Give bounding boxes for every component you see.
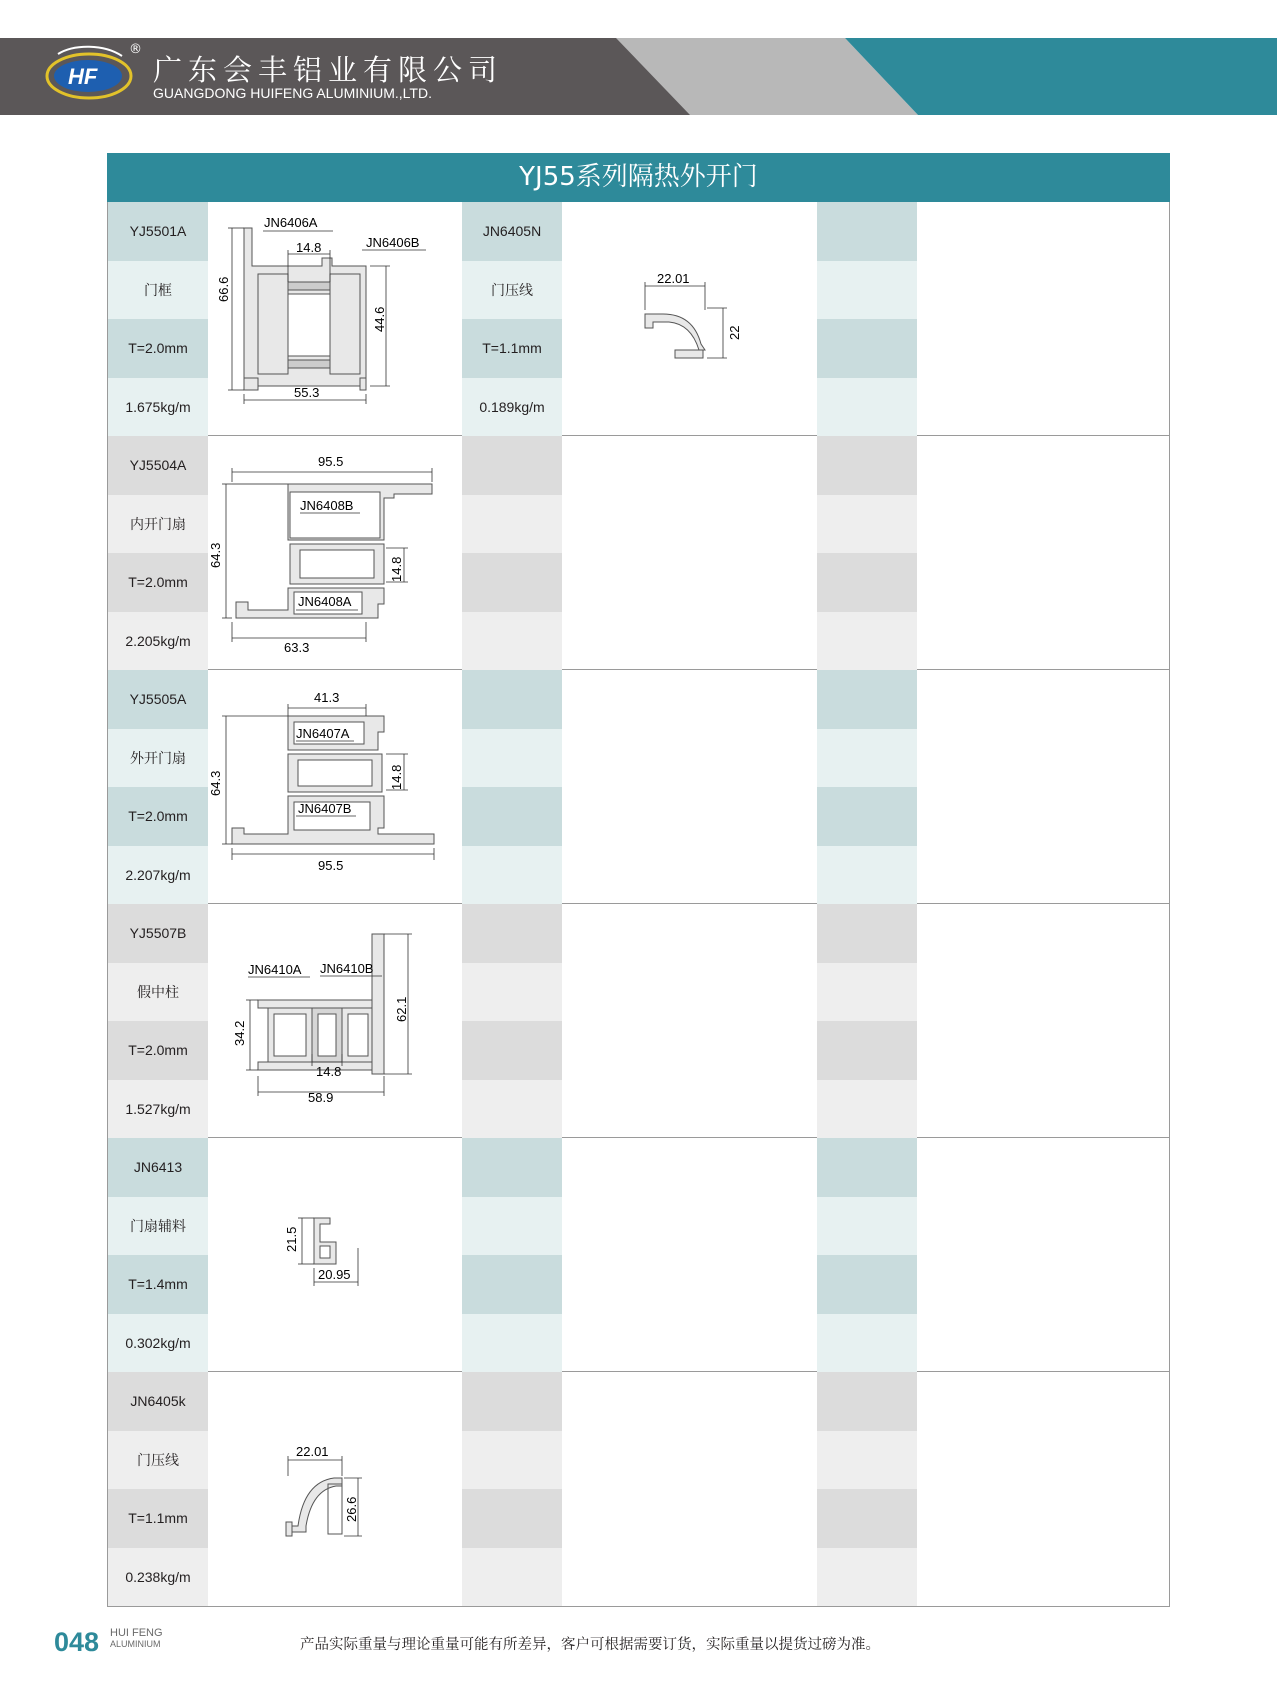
table-row xyxy=(108,1372,1169,1606)
page-number: 048 xyxy=(54,1627,100,1657)
product-name: 假中柱 xyxy=(108,963,208,1022)
product-thickness: T=1.1mm xyxy=(462,319,562,378)
company-logo-icon xyxy=(44,44,134,108)
product-weight: 0.302kg/m xyxy=(108,1314,208,1373)
svg-text:14.8: 14.8 xyxy=(296,240,322,255)
footer-note: 产品实际重量与理论重量可能有所差异，客户可根据需要订货，实际重量以提货过磅为准。 xyxy=(300,1637,880,1653)
svg-text:21.5: 21.5 xyxy=(284,1226,299,1252)
company-name-cn: 广东会丰铝业有限公司 xyxy=(153,53,504,87)
profile-drawing-yj5505a xyxy=(208,670,462,904)
table-row xyxy=(108,904,1169,1138)
registered-mark: ® xyxy=(129,42,142,57)
profile-drawing-jn6413 xyxy=(208,1138,462,1372)
product-code: YJ5504A xyxy=(108,436,208,495)
product-code: JN6405N xyxy=(462,202,562,261)
product-thickness: T=2.0mm xyxy=(108,787,208,846)
product-name: 门扇辅料 xyxy=(108,1197,208,1256)
svg-text:22.01: 22.01 xyxy=(296,1444,329,1459)
product-code: JN6405k xyxy=(108,1372,208,1431)
svg-text:58.9: 58.9 xyxy=(308,1090,334,1105)
svg-text:66.6: 66.6 xyxy=(216,276,231,302)
product-weight: 0.189kg/m xyxy=(462,378,562,437)
svg-text:JN6410A: JN6410A xyxy=(248,962,302,977)
svg-text:JN6408A: JN6408A xyxy=(298,594,352,609)
svg-text:JN6407B: JN6407B xyxy=(298,801,352,816)
table-row xyxy=(108,670,1169,904)
product-name: 内开门扇 xyxy=(108,495,208,554)
svg-text:20.95: 20.95 xyxy=(318,1267,351,1282)
product-name: 外开门扇 xyxy=(108,729,208,788)
product-code: YJ5505A xyxy=(108,670,208,729)
product-weight: 1.527kg/m xyxy=(108,1080,208,1139)
product-thickness: T=1.1mm xyxy=(108,1489,208,1548)
svg-text:HF: HF xyxy=(68,64,98,89)
product-weight: 1.675kg/m xyxy=(108,378,208,437)
svg-text:55.3: 55.3 xyxy=(294,385,320,400)
svg-text:95.5: 95.5 xyxy=(318,454,344,469)
svg-text:44.6: 44.6 xyxy=(372,306,387,332)
svg-text:JN6407A: JN6407A xyxy=(296,726,350,741)
footer-brand xyxy=(110,1628,163,1650)
profile-table xyxy=(107,202,1170,1607)
profile-drawing-yj5507b xyxy=(208,904,462,1138)
profile-drawing-jn6405n xyxy=(563,202,817,436)
profile-drawing-yj5501a xyxy=(208,202,462,436)
svg-text:22.01: 22.01 xyxy=(657,271,690,286)
product-name: 门压线 xyxy=(462,261,562,320)
footer-brand-line2: ALUMINIUM xyxy=(110,1639,161,1649)
product-thickness: T=2.0mm xyxy=(108,553,208,612)
product-name: 门压线 xyxy=(108,1431,208,1490)
table-row xyxy=(108,202,1169,436)
svg-text:64.3: 64.3 xyxy=(208,770,223,796)
product-weight: 2.207kg/m xyxy=(108,846,208,905)
product-weight: 2.205kg/m xyxy=(108,612,208,671)
svg-text:64.3: 64.3 xyxy=(208,542,223,568)
svg-text:34.2: 34.2 xyxy=(232,1020,247,1046)
svg-text:95.5: 95.5 xyxy=(318,858,344,873)
series-title: YJ55系列隔热外开门 xyxy=(107,153,1170,202)
company-name-en: GUANGDONG HUIFENG ALUMINIUM.,LTD. xyxy=(153,85,432,101)
product-name: 门框 xyxy=(108,261,208,320)
product-code: YJ5501A xyxy=(108,202,208,261)
svg-text:14.8: 14.8 xyxy=(389,764,404,790)
svg-text:26.6: 26.6 xyxy=(344,1496,359,1522)
svg-text:41.3: 41.3 xyxy=(314,690,340,705)
svg-text:62.1: 62.1 xyxy=(394,996,409,1022)
profile-drawing-jn6405k xyxy=(208,1372,462,1606)
product-code: YJ5507B xyxy=(108,904,208,963)
svg-text:JN6406B: JN6406B xyxy=(366,235,420,250)
product-code: JN6413 xyxy=(108,1138,208,1197)
table-row xyxy=(108,1138,1169,1372)
svg-text:22: 22 xyxy=(727,325,742,340)
footer-brand-line1: HUI FENG xyxy=(110,1627,163,1639)
svg-text:14.8: 14.8 xyxy=(389,556,404,582)
svg-text:JN6408B: JN6408B xyxy=(300,498,354,513)
table-row xyxy=(108,436,1169,670)
svg-text:JN6410B: JN6410B xyxy=(320,961,374,976)
product-thickness: T=1.4mm xyxy=(108,1255,208,1314)
svg-text:14.8: 14.8 xyxy=(316,1064,342,1079)
page-header xyxy=(0,38,1277,115)
product-weight: 0.238kg/m xyxy=(108,1548,208,1607)
profile-drawing-yj5504a xyxy=(208,436,462,670)
product-thickness: T=2.0mm xyxy=(108,1021,208,1080)
svg-text:63.3: 63.3 xyxy=(284,640,310,655)
product-thickness: T=2.0mm xyxy=(108,319,208,378)
svg-text:JN6406A: JN6406A xyxy=(264,215,318,230)
